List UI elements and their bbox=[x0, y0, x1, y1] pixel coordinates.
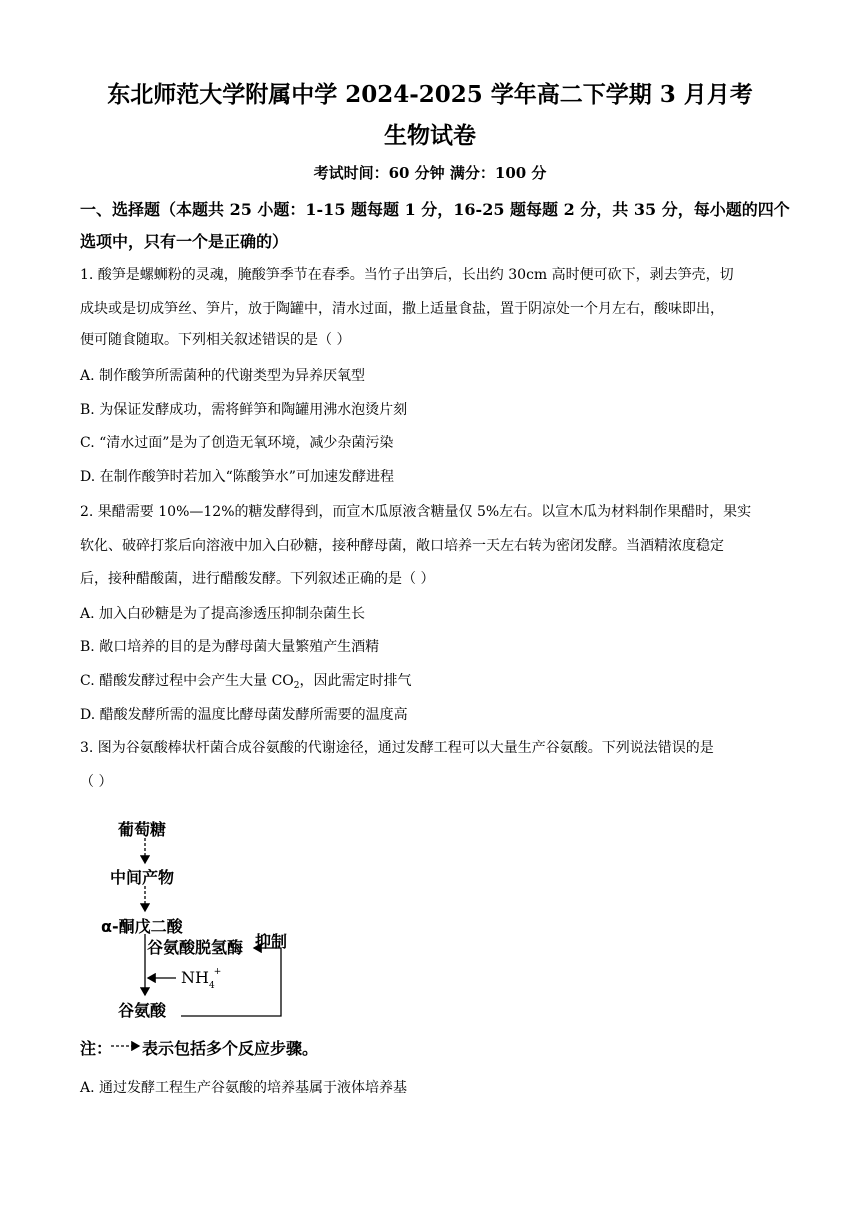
nh4-superscript: + bbox=[213, 967, 222, 977]
q1-option-c: C. “清水过面”是为了创造无氧环境，减少杂菌污染 bbox=[80, 435, 394, 451]
q2-line-3: 后，接种醋酸菌，进行醋酸发酵。下列叙述正确的是（ ） bbox=[80, 571, 435, 587]
section-line-1: 一、选择题（本题共 25 小题：1-15 题每题 1 分，16-25 题每题 2 分，共 35 分，每小题的四个 bbox=[80, 200, 790, 219]
section-line-2: 选项中，只有一个是正确的） bbox=[80, 232, 289, 251]
q2-option-c-pre: C. 醋酸发酵过程中会产生大量 CO bbox=[80, 673, 294, 689]
q1-line-1: 1. 酸笋是螺蛳粉的灵魂，腌酸笋季节在春季。当竹子出笋后，长出约 30cm 高时便可砍下，剥去笋壳，切 bbox=[80, 267, 734, 283]
diagram-note: 注： 表示包括多个反应步骤。 bbox=[80, 1039, 319, 1058]
section-heading bbox=[80, 194, 790, 258]
nh4-subscript: 4 bbox=[208, 981, 215, 991]
exam-title: 东北师范大学附属中学 2024-2025 学年高二下学期 3 月月考 bbox=[107, 81, 753, 108]
exam-subtitle: 生物试卷 bbox=[384, 122, 476, 149]
exam-meta: 考试时间：60 分钟 满分：100 分 bbox=[313, 164, 547, 182]
q2-option-c-sub: 2 bbox=[293, 681, 300, 691]
q1-line-2: 成块或是切成笋丝、笋片，放于陶罐中，清水过面，撒上适量食盐，置于阴凉处一个月左右，酸味即出， bbox=[80, 301, 724, 317]
nh4-label bbox=[181, 967, 222, 991]
q2-option-b: B. 敞口培养的目的是为酵母菌大量繁殖产生酒精 bbox=[80, 639, 380, 655]
intermediate-label: 中间产物 bbox=[110, 868, 175, 887]
q3-line-1: 3. 图为谷氨酸棒状杆菌合成谷氨酸的代谢途径，通过发酵工程可以大量生产谷氨酸。下列说法错误的是 bbox=[80, 740, 714, 756]
akg-label: α-酮戊二酸 bbox=[101, 917, 183, 936]
q2-option-a: A. 加入白砂糖是为了提高渗透压抑制杂菌生长 bbox=[80, 606, 366, 622]
q2-option-d: D. 醋酸发酵所需的温度比酵母菌发酵所需要的温度高 bbox=[80, 707, 408, 723]
diagram-note-text: 表示包括多个反应步骤。 bbox=[142, 1039, 319, 1058]
q3-option-a: A. 通过发酵工程生产谷氨酸的培养基属于液体培养基 bbox=[80, 1080, 408, 1096]
q1-line-3: 便可随食随取。下列相关叙述错误的是（ ） bbox=[80, 332, 351, 348]
q1-option-a: A. 制作酸笋所需菌种的代谢类型为异养厌氧型 bbox=[80, 368, 366, 384]
q1-option-b: B. 为保证发酵成功，需将鲜笋和陶罐用沸水泡烫片刻 bbox=[80, 402, 408, 418]
q2-line-2: 软化、破碎打浆后向溶液中加入白砂糖，接种酵母菌，敞口培养一天左右转为密闭发酵。当酒精浓度稳定 bbox=[80, 538, 724, 554]
q2-option-c bbox=[80, 671, 412, 691]
q1-option-d: D. 在制作酸笋时若加入“陈酸笋水”可加速发酵进程 bbox=[80, 469, 394, 485]
inhibit-label: 抑制 bbox=[255, 932, 288, 951]
enzyme-label: 谷氨酸脱氢酶 bbox=[147, 938, 244, 957]
glucose-label: 葡萄糖 bbox=[118, 820, 167, 839]
q3-line-2: （ ） bbox=[80, 774, 113, 790]
q2-option-c-post: ，因此需定时排气 bbox=[299, 673, 412, 689]
glutamate-label: 谷氨酸 bbox=[118, 1001, 167, 1020]
nh4-text: NH bbox=[181, 968, 209, 987]
q2-line-1: 2. 果醋需要 10%—12%的糖发酵得到，而宣木瓜原液含糖量仅 5%左右。以宣木瓜为材料制作果醋时，果实 bbox=[80, 504, 752, 520]
metabolic-pathway-diagram bbox=[78, 808, 398, 1063]
